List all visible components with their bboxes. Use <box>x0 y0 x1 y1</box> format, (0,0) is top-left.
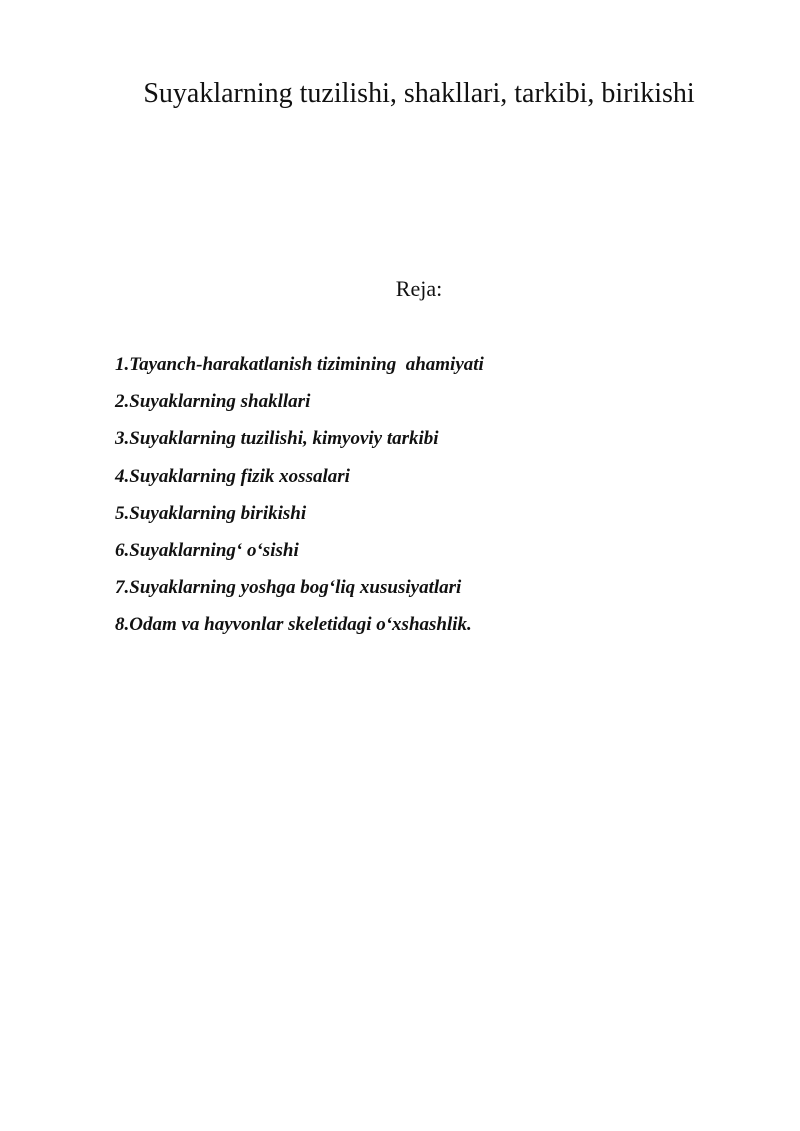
plan-item-6: 6.Suyaklarning‘ o‘sishi <box>115 540 299 562</box>
plan-list <box>115 346 484 644</box>
plan-item-3: 3.Suyaklarning tuzilishi, kimyoviy tarkibi <box>115 428 439 450</box>
plan-item-7: 7.Suyaklarning yoshga bog‘liq xususiyatlari <box>115 577 462 599</box>
plan-item-4: 4.Suyaklarning fizik xossalari <box>115 465 350 487</box>
plan-item-2: 2.Suyaklarning shakllari <box>115 391 311 413</box>
plan-item-5: 5.Suyaklarning birikishi <box>115 502 307 524</box>
plan-item-1: 1.Tayanch-harakatlanish tizimining ahamiyati <box>115 354 484 375</box>
plan-item-8: 8.Odam va hayvonlar skeletidagi o‘xshashlik. <box>115 614 472 636</box>
plan-heading: Reja: <box>395 276 443 301</box>
document-title: Suyaklarning tuzilishi, shakllari, tarkibi, birikishi <box>143 78 695 109</box>
